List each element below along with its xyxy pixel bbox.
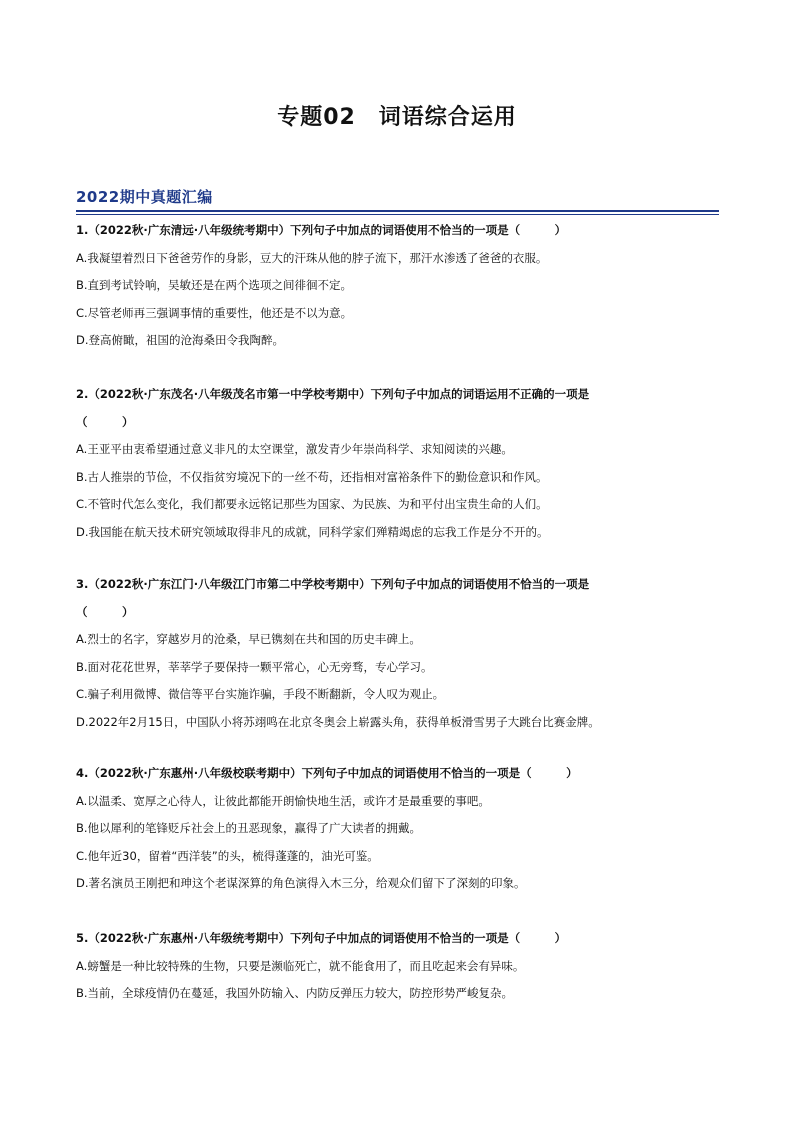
option-b: B.直到考试铃响，吴敏还是在两个选项之间徘徊不定。 <box>76 278 353 292</box>
option-d: D.登高俯瞰，祖国的沧海桑田令我陶醉。 <box>76 333 285 347</box>
question-stem: 3.（2022秋·广东江门·八年级江门市第二中学校考期中）下列句子中加点的词语使用不恰当的一项是 <box>76 577 590 591</box>
option-a: A.螃蟹是一种比较特殊的生物，只要是濒临死亡，就不能食用了，而且吃起来会有异味。 <box>76 958 525 973</box>
page-title: 专题02 词语综合运用 <box>277 105 517 130</box>
question-stem-continued: （ ） <box>76 414 134 429</box>
option-b: B.面对花花世界，莘莘学子要保持一颗平常心，心无旁骛，专心学习。 <box>76 659 433 674</box>
section-header <box>76 186 719 212</box>
option-c: C.他年近30，留着“西洋装”的头，梳得蓬蓬的，油光可鉴。 <box>76 848 379 863</box>
question-stem: 2.（2022秋·广东茂名·八年级茂名市第一中学校考期中）下列句子中加点的词语运用不正确的一项是 <box>76 387 590 401</box>
question-4 <box>76 760 724 898</box>
question-stem-continued: （ ） <box>76 604 134 619</box>
option-d: D.著名演员王刚把和珅这个老谋深算的角色演得入木三分，给观众们留下了深刻的印象。 <box>76 876 526 890</box>
option-d: D.我国能在航天技术研究领域取得非凡的成就，同科学家们殚精竭虑的忘我工作是分不开的。 <box>76 524 549 539</box>
option-a: A.王亚平由衷希望通过意义非凡的太空课堂，激发青少年崇尚科学、求知阅读的兴趣。 <box>76 442 513 456</box>
question-1 <box>76 217 724 355</box>
option-c: C.尽管老师再三强调事情的重要性，他还是不以为意。 <box>76 305 353 320</box>
option-b: B.他以犀利的笔锋贬斥社会上的丑恶现象，赢得了广大读者的拥戴。 <box>76 821 422 835</box>
question-3 <box>76 571 724 736</box>
question-stem: 4.（2022秋·广东惠州·八年级校联考期中）下列句子中加点的词语使用不恰当的一项是（ ） <box>76 766 578 780</box>
section-title: 2022期中真题汇编 <box>76 188 213 206</box>
option-c: C.骗子利用微博、微信等平台实施诈骗，手段不断翻新，令人叹为观止。 <box>76 687 445 701</box>
question-2 <box>76 381 724 546</box>
option-b: B.当前，全球疫情仍在蔓延，我国外防输入、内防反弹压力较大，防控形势严峻复杂。 <box>76 986 514 1000</box>
option-a: A.烈士的名字，穿越岁月的沧桑，早已镌刻在共和国的历史丰碑上。 <box>76 632 421 646</box>
question-stem: 5.（2022秋·广东惠州·八年级统考期中）下列句子中加点的词语使用不恰当的一项是（ ） <box>76 931 567 945</box>
option-d: D.2022年2月15日，中国队小将苏翊鸣在北京冬奥会上崭露头角，获得单板滑雪男子大跳台比赛金牌。 <box>76 714 600 729</box>
question-stem: 1.（2022秋·广东清远·八年级统考期中）下列句子中加点的词语使用不恰当的一项是（ ） <box>76 223 567 237</box>
option-a: A.我凝望着烈日下爸爸劳作的身影，豆大的汗珠从他的脖子流下，那汗水渗透了爸爸的衣服。 <box>76 250 548 265</box>
option-c: C.不管时代怎么变化，我们都要永远铭记那些为国家、为民族、为和平付出宝贵生命的人们。 <box>76 497 548 511</box>
option-a: A.以温柔、宽厚之心待人，让彼此都能开朗愉快地生活，或许才是最重要的事吧。 <box>76 793 490 808</box>
question-5 <box>76 925 724 1008</box>
option-b: B.古人推崇的节俭，不仅指贫穷境况下的一丝不苟，还指相对富裕条件下的勤俭意识和作风。 <box>76 469 548 484</box>
